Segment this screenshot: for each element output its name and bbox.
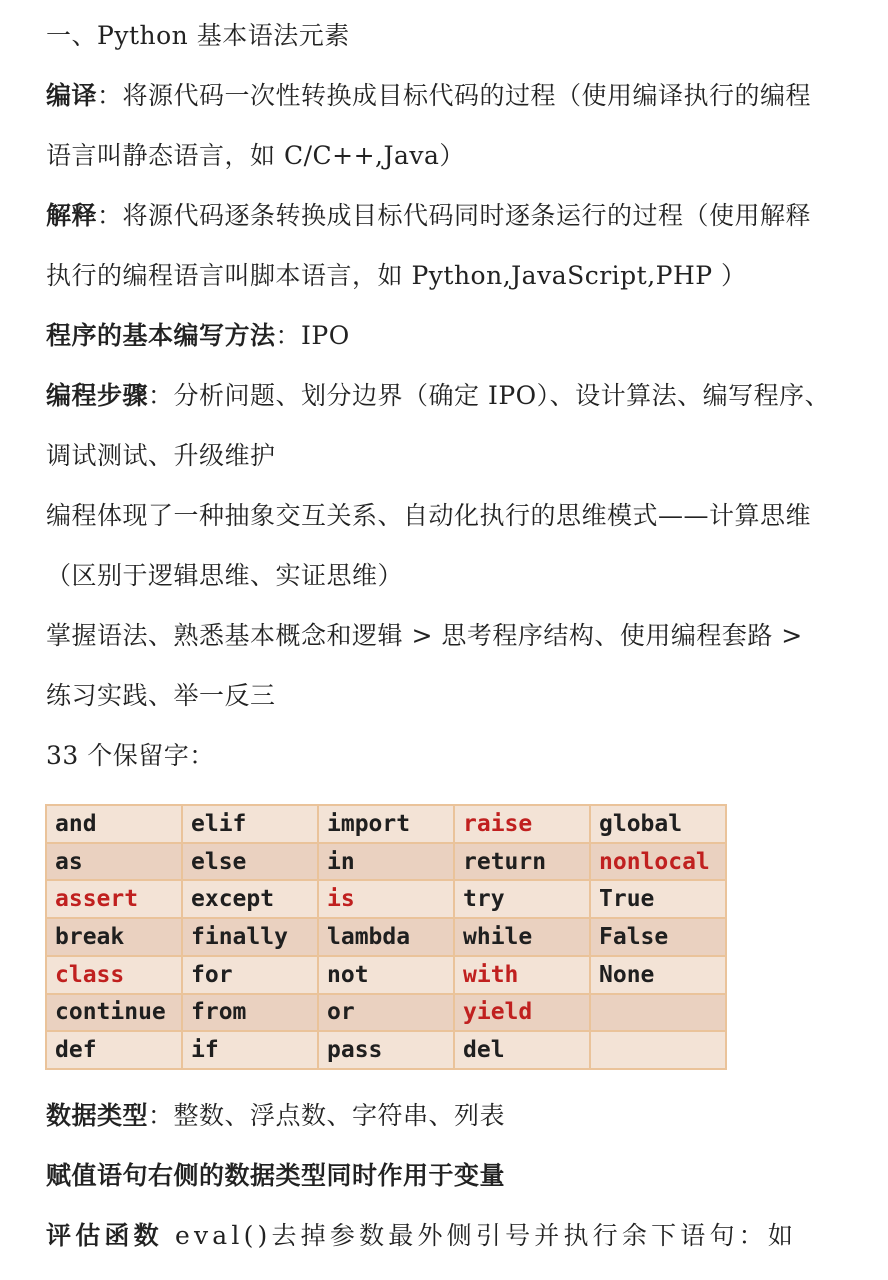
keyword-cell: else <box>182 843 318 881</box>
keywords-row <box>46 880 726 918</box>
keyword-cell: raise <box>454 805 590 843</box>
keyword-cell: class <box>46 956 182 994</box>
thinking-line-1: 编程体现了一种抽象交互关系、自动化执行的思维模式——计算思维 <box>46 501 812 530</box>
steps-line-1 <box>46 380 856 412</box>
keyword-cell: except <box>182 880 318 918</box>
compile-definition-line-2: 语言叫静态语言，如 C/C++,Java） <box>46 141 465 170</box>
keywords-table-body <box>46 805 726 1069</box>
keyword-cell: yield <box>454 994 590 1032</box>
compile-text-1: ：将源代码一次性转换成目标代码的过程（使用编译执行的编程 <box>97 81 812 110</box>
keyword-cell: False <box>590 918 726 956</box>
keyword-cell: from <box>182 994 318 1032</box>
learning-line-1: 掌握语法、熟悉基本概念和逻辑 > 思考程序结构、使用编程套路 > <box>46 621 803 650</box>
section-heading: 一、Python 基本语法元素 <box>46 21 350 50</box>
interpret-definition-line-1 <box>46 200 856 232</box>
compile-definition-line-1 <box>46 80 856 112</box>
keyword-cell: or <box>318 994 454 1032</box>
eval-line <box>46 1220 856 1252</box>
keyword-cell: assert <box>46 880 182 918</box>
keyword-cell: import <box>318 805 454 843</box>
eval-text: eval()去掉参数最外侧引号并执行余下语句：如 <box>162 1221 798 1250</box>
steps-text-1: ：分析问题、划分边界（确定 IPO）、设计算法、编写程序、 <box>148 381 831 410</box>
keyword-cell: if <box>182 1031 318 1069</box>
assignment-line: 赋值语句右侧的数据类型同时作用于变量 <box>46 1161 506 1190</box>
keyword-cell <box>590 994 726 1032</box>
keyword-cell: del <box>454 1031 590 1069</box>
compile-term: 编译 <box>46 81 98 110</box>
keyword-cell: in <box>318 843 454 881</box>
keyword-cell: as <box>46 843 182 881</box>
thinking-line-2: （区别于逻辑思维、实证思维） <box>46 561 404 590</box>
keywords-row <box>46 918 726 956</box>
keyword-cell: None <box>590 956 726 994</box>
datatypes-line <box>46 1100 856 1132</box>
keyword-cell: def <box>46 1031 182 1069</box>
keywords-row <box>46 805 726 843</box>
keywords-row <box>46 843 726 881</box>
keyword-cell: try <box>454 880 590 918</box>
keywords-row <box>46 956 726 994</box>
keywords-row <box>46 994 726 1032</box>
datatypes-text: ：整数、浮点数、字符串、列表 <box>148 1101 506 1130</box>
keyword-cell: pass <box>318 1031 454 1069</box>
keyword-cell: lambda <box>318 918 454 956</box>
keyword-cell: continue <box>46 994 182 1032</box>
keyword-cell: elif <box>182 805 318 843</box>
keywords-row <box>46 1031 726 1069</box>
keyword-cell: True <box>590 880 726 918</box>
learning-line-2: 练习实践、举一反三 <box>46 681 276 710</box>
interpret-text-1: ：将源代码逐条转换成目标代码同时逐条运行的过程（使用解释 <box>97 201 812 230</box>
method-term: 程序的基本编写方法 <box>46 321 276 350</box>
steps-line-2: 调试测试、升级维护 <box>46 441 276 470</box>
datatypes-term: 数据类型 <box>46 1101 149 1130</box>
method-line <box>46 320 856 352</box>
keyword-cell: finally <box>182 918 318 956</box>
keyword-cell: global <box>590 805 726 843</box>
keywords-table <box>45 804 727 1070</box>
keyword-cell: break <box>46 918 182 956</box>
interpret-term: 解释 <box>46 201 98 230</box>
keyword-cell: return <box>454 843 590 881</box>
keywords-title: 33 个保留字： <box>46 741 215 770</box>
keyword-cell: while <box>454 918 590 956</box>
steps-term: 编程步骤 <box>46 381 149 410</box>
method-text: ：IPO <box>275 321 350 350</box>
keyword-cell: nonlocal <box>590 843 726 881</box>
keyword-cell: is <box>318 880 454 918</box>
keyword-cell: and <box>46 805 182 843</box>
keyword-cell <box>590 1031 726 1069</box>
keyword-cell: not <box>318 956 454 994</box>
keyword-cell: with <box>454 956 590 994</box>
interpret-definition-line-2: 执行的编程语言叫脚本语言，如 Python,JavaScript,PHP ） <box>46 261 747 290</box>
eval-term: 评估函数 <box>46 1221 163 1250</box>
keyword-cell: for <box>182 956 318 994</box>
